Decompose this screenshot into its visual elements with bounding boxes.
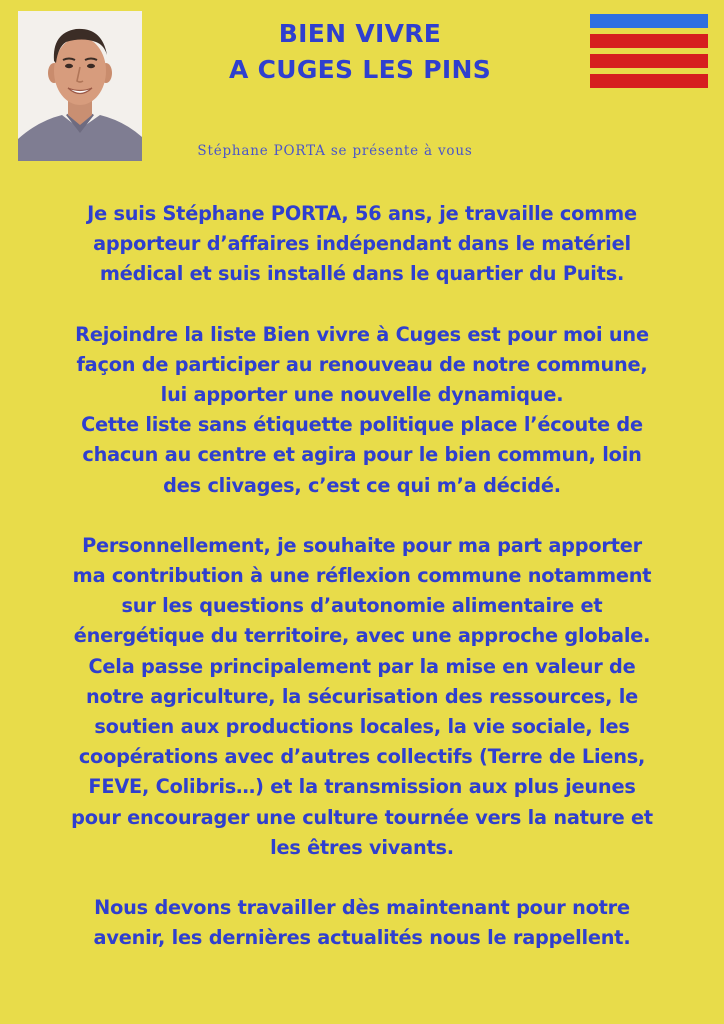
text-line: les êtres vivants. bbox=[270, 835, 454, 859]
text-line: chacun au centre et agira pour le bien commun, loin bbox=[82, 443, 642, 467]
flag-stripe-blue bbox=[590, 14, 708, 28]
text-line: Rejoindre la liste Bien vivre à Cuges est pour moi une bbox=[75, 322, 649, 346]
page-subtitle: Stéphane PORTA se présente à vous bbox=[197, 143, 473, 159]
flag-stripes-emblem bbox=[590, 14, 708, 94]
paragraph-conclusion bbox=[22, 893, 702, 953]
text-line: ma contribution à une réflexion commune notamment bbox=[72, 564, 652, 588]
text-line: des clivages, c’est ce qui m’a décidé. bbox=[163, 473, 561, 497]
candidate-portrait-photo bbox=[18, 11, 142, 161]
text-line: Cela passe principalement par la mise en valeur de bbox=[88, 654, 636, 678]
paragraph-introduction bbox=[22, 199, 702, 290]
page-title bbox=[200, 16, 520, 88]
text-line: coopérations avec d’autres collectifs (Terre de Liens, bbox=[78, 745, 646, 769]
paragraph-priorities bbox=[22, 531, 702, 863]
text-line: médical et suis installé dans le quartier du Puits. bbox=[99, 262, 625, 286]
text-line: façon de participer au renouveau de notre commune, bbox=[76, 352, 648, 376]
paragraph-motivation bbox=[22, 320, 702, 501]
text-line: Personnellement, je souhaite pour ma part apporter bbox=[82, 533, 642, 557]
text-line: notre agriculture, la sécurisation des ressources, le bbox=[85, 684, 639, 708]
text-line: pour encourager une culture tournée vers la nature et bbox=[71, 805, 653, 829]
text-line: Nous devons travailler dès maintenant pour notre bbox=[94, 896, 630, 920]
page-title-line-1: BIEN VIVRE bbox=[278, 19, 442, 48]
text-line: soutien aux productions locales, la vie sociale, les bbox=[94, 715, 630, 739]
flag-stripe-red bbox=[590, 54, 708, 68]
presentation-text bbox=[22, 199, 702, 983]
page-title-line-2: A CUGES LES PINS bbox=[228, 55, 492, 84]
portrait-illustration bbox=[18, 11, 142, 161]
flag-stripe-red bbox=[590, 34, 708, 48]
text-line: énergétique du territoire, avec une approche globale. bbox=[73, 624, 651, 648]
text-line: apporteur d’affaires indépendant dans le matériel bbox=[93, 232, 631, 256]
text-line: avenir, les dernières actualités nous le rappellent. bbox=[93, 926, 631, 950]
flag-stripe-red bbox=[590, 74, 708, 88]
text-line: Je suis Stéphane PORTA, 56 ans, je travaille comme bbox=[87, 202, 637, 225]
text-line: FEVE, Colibris…) et la transmission aux plus jeunes bbox=[88, 775, 636, 799]
text-line: lui apporter une nouvelle dynamique. bbox=[160, 383, 564, 407]
text-line: sur les questions d’autonomie alimentaire et bbox=[121, 594, 603, 618]
text-line: Cette liste sans étiquette politique place l’écoute de bbox=[81, 413, 643, 437]
